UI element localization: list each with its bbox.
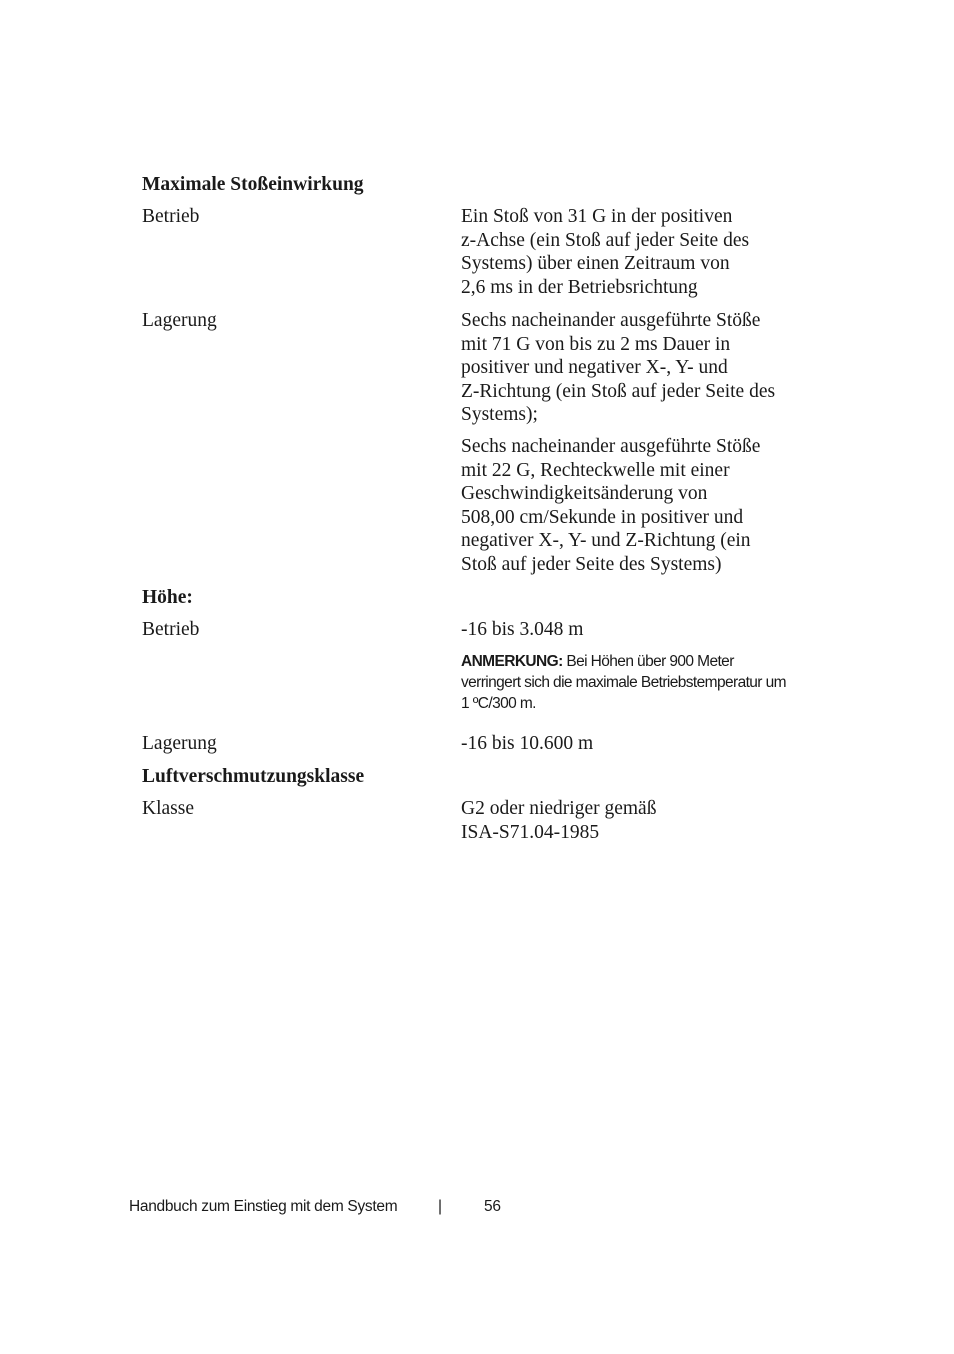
altitude-heading: Höhe: xyxy=(142,587,193,608)
note-label: ANMERKUNG: xyxy=(461,653,563,670)
altitude-storage-label: Lagerung xyxy=(142,733,217,754)
shock-storage-value-a xyxy=(461,309,841,427)
shock-storage-value-b xyxy=(461,435,841,576)
pollution-class-value xyxy=(461,797,841,844)
text-line: 508,00 cm/Sekunde in positiver und xyxy=(461,506,744,528)
text-line: Stoß auf jeder Seite des Systems) xyxy=(461,553,722,575)
shock-operating-label: Betrieb xyxy=(142,206,200,227)
footer-separator: | xyxy=(438,1198,442,1215)
text-line: mit 71 G von bis zu 2 ms Dauer in xyxy=(461,333,731,355)
note-line: verringert sich die maximale Betriebstemperatur um xyxy=(461,674,786,691)
text-line: negativer X-, Y- und Z-Richtung (ein xyxy=(461,530,751,551)
text-line: z-Achse (ein Stoß auf jeder Seite des xyxy=(461,229,750,251)
footer-title: Handbuch zum Einstieg mit dem System xyxy=(129,1198,398,1215)
page-number: 56 xyxy=(484,1198,501,1215)
text-line: Sechs nacheinander ausgeführte Stöße xyxy=(461,310,761,331)
text-line: positiver und negativer X-, Y- und xyxy=(461,357,728,378)
text-line: Geschwindigkeitsänderung von xyxy=(461,483,708,504)
text-line: Systems); xyxy=(461,404,538,425)
text-line: Z-Richtung (ein Stoß auf jeder Seite des xyxy=(461,380,776,402)
text-line: Sechs nacheinander ausgeführte Stöße xyxy=(461,436,761,457)
pollution-class-label: Klasse xyxy=(142,798,194,819)
note-text: Bei Höhen über 900 Meter xyxy=(566,653,734,670)
altitude-storage-value xyxy=(461,732,841,756)
shock-operating-value xyxy=(461,205,841,299)
text-line: Systems) über einen Zeitraum von xyxy=(461,253,730,274)
text-line: -16 bis 10.600 m xyxy=(461,733,594,754)
text-line: G2 oder niedriger gemäß xyxy=(461,798,657,819)
text-line: -16 bis 3.048 m xyxy=(461,619,584,640)
note-line xyxy=(461,651,841,672)
pollution-heading: Luftverschmutzungsklasse xyxy=(142,766,365,787)
text-line: ISA-S71.04-1985 xyxy=(461,821,600,843)
shock-storage-label: Lagerung xyxy=(142,310,217,331)
shock-heading: Maximale Stoßeinwirkung xyxy=(142,174,364,195)
altitude-operating-label: Betrieb xyxy=(142,619,200,640)
altitude-operating-value xyxy=(461,618,841,642)
text-line: Ein Stoß von 31 G in der positiven xyxy=(461,206,733,227)
altitude-note xyxy=(461,651,841,714)
text-line: 2,6 ms in der Betriebsrichtung xyxy=(461,276,698,298)
note-line: 1 ºC/300 m. xyxy=(461,695,536,712)
text-line: mit 22 G, Rechteckwelle mit einer xyxy=(461,459,730,481)
